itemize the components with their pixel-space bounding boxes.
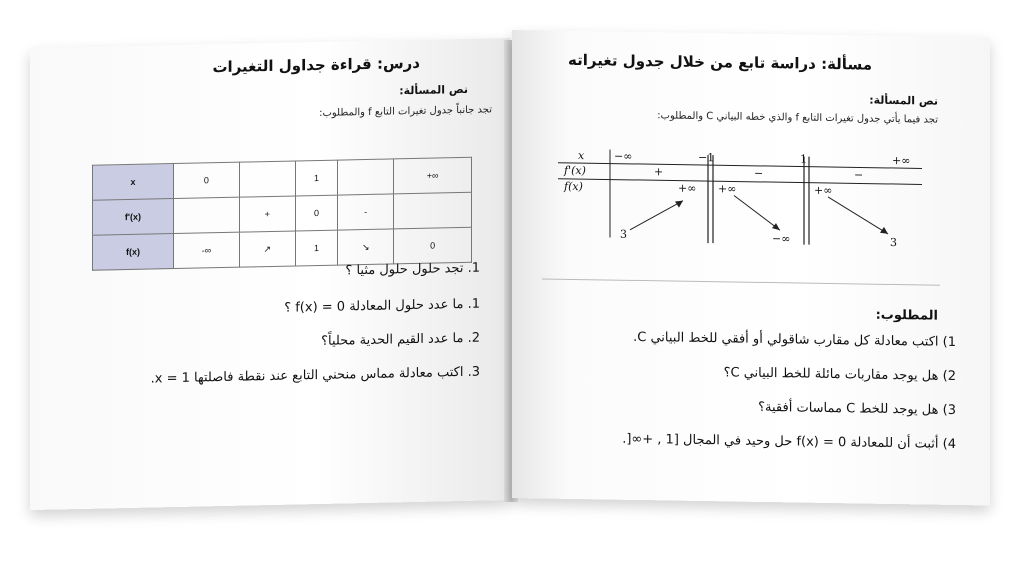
table-cell — [174, 197, 240, 233]
fprime-sign: − — [754, 166, 764, 180]
left-variation-table — [92, 157, 472, 271]
x-value: −1 — [698, 150, 715, 165]
table-cell: ↗ — [239, 231, 295, 267]
fprime-sign: − — [854, 168, 864, 182]
right-statement-text: تجد فيما يأتي جدول تغيرات التابع f والذي خطه البياني C والمطلوب: — [657, 110, 938, 126]
right-question-3: 3) هل يوجد للخط C مماسات أفقية؟ — [758, 399, 956, 418]
left-question-2: 1. ما عدد حلول المعادلة f(x) = 0 ؟ — [284, 296, 480, 316]
left-question-1: 1. تجد حلول حلول مثيا ؟ — [345, 260, 480, 279]
table-cell: + — [239, 196, 295, 232]
left-page — [30, 38, 510, 510]
table-cell — [338, 159, 394, 195]
x-value: 1 — [800, 152, 807, 166]
x-value: +∞ — [892, 153, 911, 168]
left-question-4: 3. اكتب معادلة مماس منحني التابع عند نقطة فاصلتها x = 1. — [150, 364, 480, 387]
right-page-title: مسألة: دراسة تابع من خلال جدول تغيراته — [568, 50, 872, 74]
f-label: f(x) — [564, 179, 583, 194]
f-value: +∞ — [718, 182, 737, 196]
right-question-1: 1) اكتب معادلة كل مقارب شاقولي أو أفقي للخط البياني C. — [633, 329, 956, 350]
row-header-x: x — [93, 164, 174, 201]
left-statement-label: نص المسألة: — [399, 82, 468, 98]
x-value: −∞ — [614, 149, 633, 163]
right-question-4: 4) أثبت أن للمعادلة f(x) = 0 حل وحيد في المجال [1 , +∞[. — [622, 431, 956, 452]
table-cell: ↘ — [338, 229, 394, 265]
row-header-fprime: f'(x) — [93, 199, 174, 236]
right-statement-label: نص المسألة: — [869, 93, 938, 108]
left-question-3: 2. ما عدد القيم الحدية محلياً؟ — [321, 330, 480, 349]
right-page — [512, 30, 990, 506]
table-cell: 1 — [295, 230, 338, 266]
left-page-title: درس: قراءة جداول التغيرات — [212, 53, 420, 77]
fprime-sign: + — [654, 165, 664, 179]
x-label: x — [578, 149, 585, 163]
table-cell: 0 — [174, 162, 240, 198]
table-cell: - — [338, 194, 394, 230]
table-cell — [394, 192, 472, 229]
right-question-2: 2) هل يوجد مقاربات مائلة للخط البياني C؟ — [723, 365, 956, 384]
table-cell: -∞ — [174, 232, 240, 268]
table-cell: 0 — [394, 227, 472, 264]
fprime-label: f'(x) — [564, 163, 586, 178]
row-header-f: f(x) — [93, 234, 174, 271]
f-value: 3 — [620, 227, 627, 241]
table-cell — [239, 161, 295, 197]
f-value: +∞ — [678, 181, 697, 195]
table-cell: 1 — [295, 160, 338, 196]
table-lines — [558, 149, 922, 255]
divider — [542, 278, 940, 285]
required-label: المطلوب: — [875, 307, 938, 324]
table-cell: +∞ — [394, 157, 472, 194]
f-value: 3 — [890, 235, 897, 250]
left-statement-text: تجد جانباً جدول تغيرات التابع f والمطلوب: — [319, 104, 492, 119]
table-cell: 0 — [295, 195, 338, 231]
right-variation-table — [558, 149, 922, 255]
f-value: +∞ — [814, 183, 833, 198]
f-value: −∞ — [772, 232, 791, 246]
